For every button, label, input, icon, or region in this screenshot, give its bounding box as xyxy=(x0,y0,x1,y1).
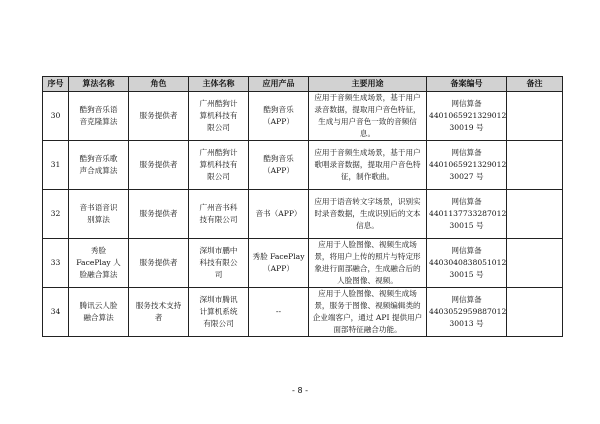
table-row xyxy=(43,141,563,190)
cell-usage-line: 应用于语音转文字场景，识别实 xyxy=(314,197,421,206)
cell-filing-number-line: 4401065921329012 xyxy=(429,160,507,169)
cell-algorithm-name xyxy=(69,288,129,337)
cell-product-line: （APP） xyxy=(263,264,294,273)
cell-usage-line: 应用于人脸图像、视频生成场 xyxy=(318,289,417,298)
cell-algorithm-name-line: 腾讯云人脸 xyxy=(79,301,118,310)
cell-remark xyxy=(507,288,563,337)
cell-filing-number-line: 网信算备 xyxy=(451,295,482,304)
cell-algorithm-name-line: 酷狗音乐语 xyxy=(79,105,118,114)
header-algorithm-name: 算法名称 xyxy=(69,77,129,92)
cell-filing-number xyxy=(427,288,507,337)
cell-product xyxy=(249,141,309,190)
cell-usage-line: 象进行面部融合，生成融合后的 xyxy=(314,264,421,273)
cell-entity-line: 深圳市腾讯 xyxy=(199,295,238,304)
cell-product-line: （APP） xyxy=(263,166,294,175)
cell-role-line: 服务技术支持 xyxy=(135,301,182,310)
cell-algorithm-name-line: 酷狗音乐歌 xyxy=(79,154,118,163)
cell-entity xyxy=(189,141,249,190)
cell-filing-number-line: 30019 号 xyxy=(449,123,484,132)
cell-entity-line: 广州酷狗计 xyxy=(199,148,238,157)
cell-product-line: 秀脸 FacePlay xyxy=(252,252,305,261)
cell-algorithm-name-line: 声合成算法 xyxy=(79,166,118,175)
cell-usage-line: 录音数据，提取用户音色特征， xyxy=(314,105,421,114)
cell-product-line: 酷狗音乐 xyxy=(263,154,294,163)
cell-algorithm-name-line: 别算法 xyxy=(87,215,110,224)
cell-entity xyxy=(189,239,249,288)
cell-role xyxy=(129,92,189,141)
header-product: 应用产品 xyxy=(249,77,309,92)
cell-no: 32 xyxy=(43,190,69,239)
cell-filing-number-line: 30013 号 xyxy=(449,319,484,328)
cell-role xyxy=(129,190,189,239)
cell-role-line: 服务提供者 xyxy=(139,160,178,169)
cell-algorithm-name xyxy=(69,92,129,141)
cell-algorithm-name-line: 脸融合算法 xyxy=(79,270,118,279)
cell-entity-line: 司 xyxy=(214,270,223,279)
cell-entity-line: 深圳市鹏中 xyxy=(199,246,238,255)
cell-product-line: -- xyxy=(275,307,282,316)
page-number: - 8 - xyxy=(292,386,308,395)
cell-usage xyxy=(309,239,427,288)
cell-filing-number-line: 4403052959887012 xyxy=(429,307,507,316)
cell-usage-line: 人脸图像、视频。 xyxy=(337,276,398,285)
cell-filing-number-line: 4403040838051012 xyxy=(429,258,507,267)
cell-remark xyxy=(507,239,563,288)
cell-role xyxy=(129,288,189,337)
cell-filing-number-line: 网信算备 xyxy=(451,246,482,255)
cell-usage-line: 景，将用户上传的照片与特定形 xyxy=(314,252,421,261)
cell-entity-line: 广州酷狗计 xyxy=(199,99,238,108)
cell-remark xyxy=(507,190,563,239)
cell-algorithm-name xyxy=(69,190,129,239)
cell-filing-number-line: 4401065921329012 xyxy=(429,111,507,120)
table-row xyxy=(43,288,563,337)
cell-algorithm-name-line: 音书语音识 xyxy=(79,203,118,212)
cell-algorithm-name xyxy=(69,141,129,190)
cell-role xyxy=(129,141,189,190)
cell-usage-line: 歌唱录音数据，提取用户音色特 xyxy=(314,160,421,169)
cell-entity-line: 有限公司 xyxy=(203,319,234,328)
cell-usage-line: 应用于人脸图像、视频生成场 xyxy=(318,240,417,249)
cell-usage-line: 时录音数据，生成识别后的文本 xyxy=(314,209,421,218)
cell-product xyxy=(249,288,309,337)
cell-usage-line: 征，制作歌曲。 xyxy=(340,172,395,181)
table-row xyxy=(43,239,563,288)
cell-algorithm-name-line: 音克隆算法 xyxy=(79,117,118,126)
header-role: 角色 xyxy=(129,77,189,92)
cell-product-line: 酷狗音乐 xyxy=(263,105,294,114)
cell-role xyxy=(129,239,189,288)
cell-filing-number xyxy=(427,239,507,288)
cell-filing-number-line: 4401137733287012 xyxy=(429,209,507,218)
cell-filing-number-line: 30015 号 xyxy=(449,221,484,230)
cell-usage xyxy=(309,288,427,337)
cell-product xyxy=(249,190,309,239)
cell-usage-line: 生成与用户音色一致的音频信 xyxy=(318,117,417,126)
cell-usage-line: 应用于音频生成场景，基于用户 xyxy=(314,93,421,102)
cell-filing-number-line: 30015 号 xyxy=(449,270,484,279)
cell-entity-line: 技有限公司 xyxy=(199,215,238,224)
cell-usage-line: 景，服务于图像、视频编辑类的 xyxy=(314,301,421,310)
cell-usage xyxy=(309,92,427,141)
cell-usage xyxy=(309,141,427,190)
cell-entity-line: 科技有限公 xyxy=(199,258,238,267)
table-row xyxy=(43,190,563,239)
cell-entity xyxy=(189,92,249,141)
cell-role-line: 服务提供者 xyxy=(139,209,178,218)
cell-no: 31 xyxy=(43,141,69,190)
cell-filing-number-line: 网信算备 xyxy=(451,197,482,206)
table-row xyxy=(43,92,563,141)
cell-usage-line: 应用于音频生成场景，基于用户 xyxy=(314,148,421,157)
header-usage: 主要用途 xyxy=(309,77,427,92)
cell-usage xyxy=(309,190,427,239)
cell-entity-line: 限公司 xyxy=(207,123,230,132)
cell-usage-line: 信息。 xyxy=(356,221,379,230)
cell-algorithm-name xyxy=(69,239,129,288)
cell-role-line: 服务提供者 xyxy=(139,258,178,267)
cell-filing-number xyxy=(427,141,507,190)
header-entity: 主体名称 xyxy=(189,77,249,92)
cell-entity xyxy=(189,190,249,239)
cell-entity xyxy=(189,288,249,337)
cell-algorithm-name-line: FacePlay 人 xyxy=(76,258,121,267)
cell-product-line: （APP） xyxy=(263,117,294,126)
cell-filing-number xyxy=(427,190,507,239)
cell-filing-number-line: 30027 号 xyxy=(449,172,484,181)
cell-entity-line: 算机科技有 xyxy=(199,111,238,120)
cell-no: 30 xyxy=(43,92,69,141)
cell-usage-line: 企业端客户，通过 API 提供用户 xyxy=(312,313,423,322)
header-no: 序号 xyxy=(43,77,69,92)
cell-usage-line: 息。 xyxy=(359,129,376,138)
cell-filing-number xyxy=(427,92,507,141)
cell-entity-line: 限公司 xyxy=(207,172,230,181)
header-remark: 备注 xyxy=(507,77,563,92)
cell-role-line: 者 xyxy=(154,313,163,322)
cell-entity-line: 广州音书科 xyxy=(199,203,238,212)
cell-entity-line: 算机科技有 xyxy=(199,160,238,169)
cell-no: 33 xyxy=(43,239,69,288)
cell-remark xyxy=(507,141,563,190)
cell-product-line: 音书（APP） xyxy=(255,209,302,218)
cell-algorithm-name-line: 秀脸 xyxy=(90,246,107,255)
cell-entity-line: 计算机系统 xyxy=(199,307,238,316)
cell-no: 34 xyxy=(43,288,69,337)
cell-algorithm-name-line: 融合算法 xyxy=(83,313,114,322)
cell-remark xyxy=(507,92,563,141)
cell-filing-number-line: 网信算备 xyxy=(451,148,482,157)
cell-role-line: 服务提供者 xyxy=(139,111,178,120)
cell-product xyxy=(249,239,309,288)
header-row xyxy=(43,77,563,92)
header-filing-number: 备案编号 xyxy=(427,77,507,92)
cell-usage-line: 面部特征融合功能。 xyxy=(333,325,402,334)
algorithm-filing-table xyxy=(42,76,563,337)
cell-filing-number-line: 网信算备 xyxy=(451,99,482,108)
cell-product xyxy=(249,92,309,141)
